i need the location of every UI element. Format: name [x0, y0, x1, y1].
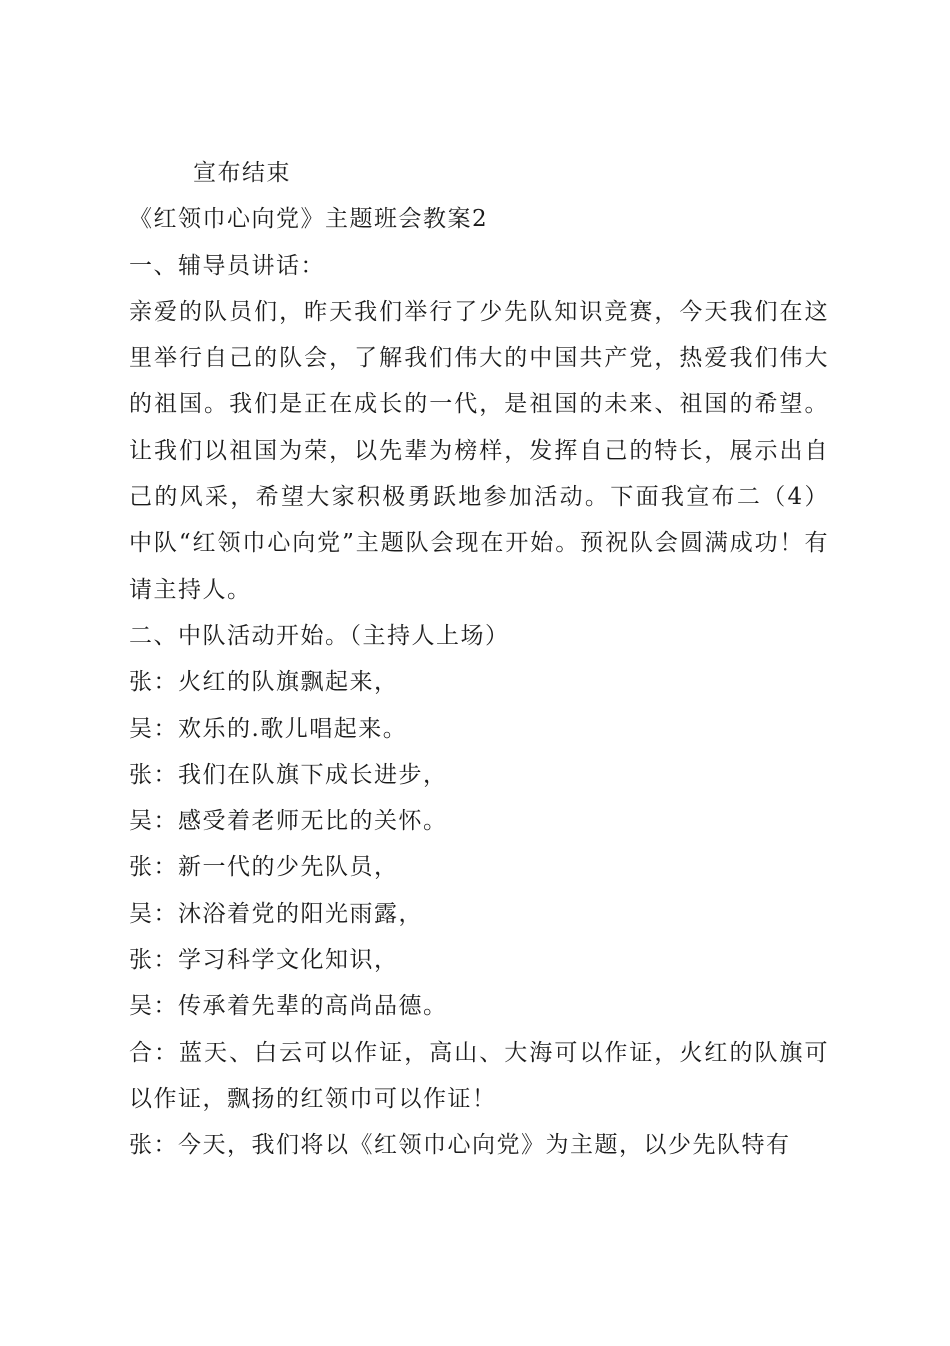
dialogue-line: 张：火红的队旗飘起来， — [129, 669, 399, 696]
dialogue-line: 吴：传承着先辈的高尚品德。 — [129, 993, 448, 1020]
counselor-speech-paragraph: 亲爱的队员们，昨天我们举行了少先队知识竞赛，今天我们在这里举行自己的队会，了解我们伟大的中国共产党，热爱我们伟大的祖国。我们是正在成长的一代，是祖国的未来、祖国的希望。让我们以祖国为荣，以先辈为榜样，发挥自己的特长，展示出自己的风采，希望大家积极勇跃地参加活动。下面我宣布二（4）中队“红领巾心向党”主题队会现在开始。预祝队会圆满成功！有请主持人。 — [129, 298, 829, 603]
dialogue-line: 张：今天，我们将以《红领巾心向党》为主题，以少先队特有 — [129, 1132, 791, 1159]
dialogue-line: 张：我们在队旗下成长进步， — [129, 761, 448, 788]
dialogue-line-chorus: 合：蓝天、白云可以作证，高山、大海可以作证，火红的队旗可以作证，飘扬的红领巾可以作证！ — [129, 1039, 829, 1112]
dialogue-line: 张：新一代的少先队员， — [129, 854, 399, 881]
dialogue-line: 吴：感受着老师无比的关怀。 — [129, 808, 448, 835]
section-title: 《红领巾心向党》主题班会教案2 — [129, 206, 489, 233]
heading-counselor-speech: 一、辅导员讲话： — [129, 252, 325, 279]
dialogue-line: 张：学习科学文化知识， — [129, 947, 399, 974]
heading-activity-start: 二、中队活动开始。（主持人上场） — [129, 622, 510, 649]
closing-line: 宣布结束 — [193, 160, 291, 186]
dialogue-line: 吴：欢乐的.歌儿唱起来。 — [129, 715, 408, 742]
document-body — [129, 150, 829, 1169]
dialogue-line: 吴：沐浴着党的阳光雨露， — [129, 900, 423, 927]
